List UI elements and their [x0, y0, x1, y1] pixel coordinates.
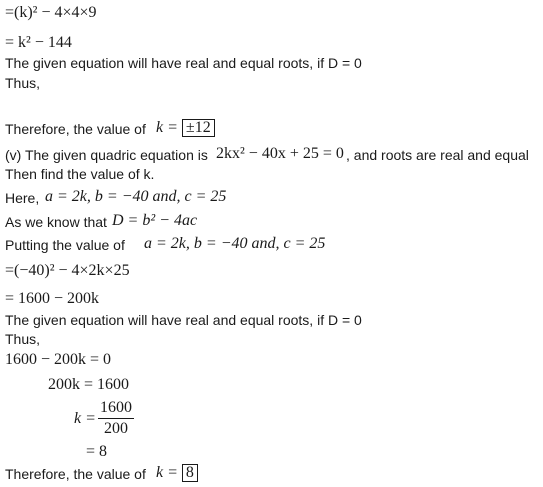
fraction-1600-over-200 — [98, 399, 134, 438]
equation-line-16: 200k = 1600 — [48, 376, 130, 393]
coefficients-1: a = 2k, b = −40 and, c = 25 — [45, 188, 227, 205]
equation-line-12: = 1600 − 200k — [5, 290, 100, 307]
result-math-2: k = 8 — [156, 464, 198, 482]
equation-line-15: 1600 − 200k = 0 — [5, 351, 112, 368]
here-label: Here, — [5, 190, 40, 206]
thus-label-1: Thus, — [5, 75, 41, 91]
equation-line-18: = 8 — [86, 443, 108, 460]
find-k-text: Then find the value of k. — [5, 166, 155, 182]
thus-label-2: Thus, — [5, 331, 41, 347]
result-text-1: Therefore, the value of — [5, 121, 146, 137]
fraction-numerator: 1600 — [100, 399, 132, 416]
problem-v-text-tail: , and roots are real and equal — [346, 147, 529, 163]
discriminant-formula: D = b² − 4ac — [112, 212, 198, 229]
equation-line-2: = k² − 144 — [5, 34, 72, 51]
boxed-answer-2: 8 — [182, 464, 198, 482]
problem-v-equation: 2kx² − 40x + 25 = 0 — [216, 145, 344, 162]
fraction-lhs: k = — [74, 410, 96, 427]
putting-values-text: Putting the value of — [5, 237, 125, 253]
condition-text-1: The given equation will have real and equal roots, if D = 0 — [5, 55, 362, 71]
coefficients-2: a = 2k, b = −40 and, c = 25 — [144, 235, 326, 252]
discriminant-intro: As we know that — [5, 214, 107, 230]
result-text-2: Therefore, the value of — [5, 466, 146, 482]
problem-v-text: (v) The given quadric equation is — [5, 147, 208, 163]
result-math-1: k = ±12 — [156, 119, 215, 137]
boxed-answer-1: ±12 — [182, 119, 215, 137]
equation-line-11: =(−40)² − 4×2k×25 — [5, 262, 130, 279]
equation-line-1: =(k)² − 4×4×9 — [5, 4, 97, 21]
fraction-denominator: 200 — [104, 420, 128, 437]
condition-text-2: The given equation will have real and equal roots, if D = 0 — [5, 312, 362, 328]
fraction-bar — [98, 418, 134, 419]
